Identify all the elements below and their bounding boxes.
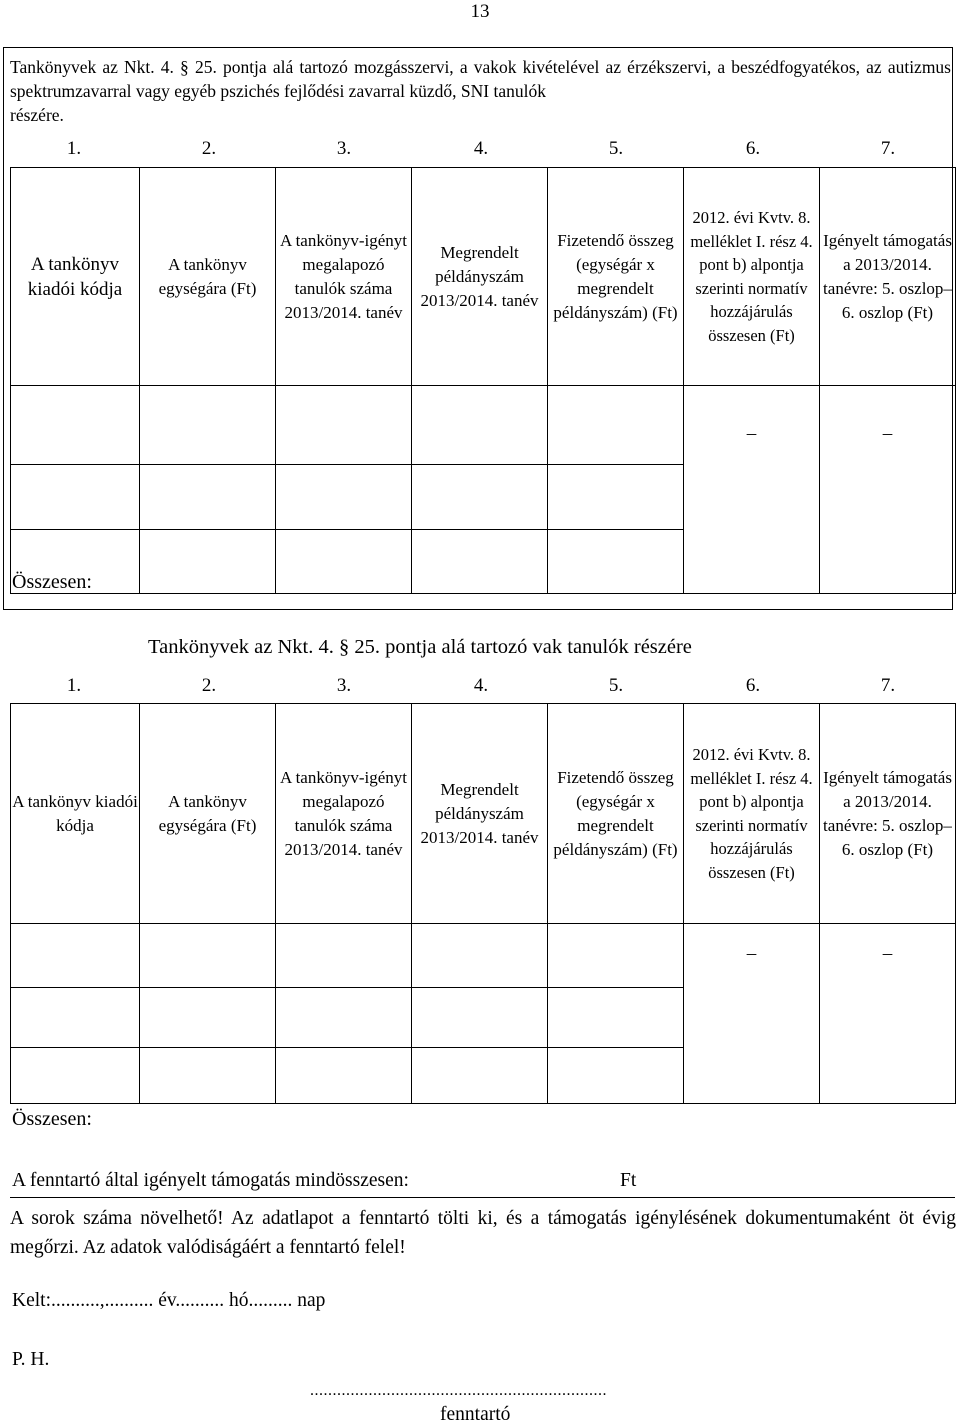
colnum-3: 3. — [336, 138, 352, 159]
table-cell[interactable] — [548, 1048, 684, 1104]
table-cell[interactable] — [412, 465, 548, 530]
header-unit-price: A tankönyv egységára (Ft) — [140, 704, 276, 924]
colnum-4: 4. — [473, 675, 489, 696]
colnum-2: 2. — [201, 675, 217, 696]
header-publisher-code: A tankönyv kiadói kódja — [11, 168, 140, 386]
table-cell[interactable] — [412, 1048, 548, 1104]
table-cell[interactable] — [548, 988, 684, 1048]
table-header-row — [11, 168, 956, 386]
header-requested-support: Igényelt támogatás a 2013/2014. tanévre: 5. oszlop–6. oszlop (Ft) — [820, 168, 956, 386]
dash-mark: – — [882, 943, 893, 964]
colnum-7: 7. — [880, 675, 896, 696]
table-row — [11, 924, 956, 988]
table-cell[interactable] — [412, 386, 548, 465]
table-cell[interactable] — [276, 988, 412, 1048]
colnum-6: 6. — [745, 138, 761, 159]
table-cell[interactable] — [276, 386, 412, 465]
table-cell[interactable] — [140, 988, 276, 1048]
table-cell[interactable] — [548, 924, 684, 988]
signer-label: fenntartó — [440, 1404, 511, 1425]
table-row — [11, 386, 956, 465]
colnum-4: 4. — [473, 138, 489, 159]
table-cell[interactable] — [548, 386, 684, 465]
header-ordered-copies: Megrendelt példányszám 2013/2014. tanév — [412, 704, 548, 924]
signature-line: .................................................................. — [310, 1382, 607, 1399]
table-header-row — [11, 704, 956, 924]
instructions-note: A sorok száma növelhető! Az adatlapot a fenntartó tölti ki, és a támogatás igénylésének dokumentumaként öt évig megőrzi. Az adatok valódiságáért a fenntartó felel! — [10, 1208, 956, 1258]
col6-dash-cell — [684, 386, 820, 594]
section2-column-numbers — [0, 675, 960, 701]
colnum-3: 3. — [336, 675, 352, 696]
stamp-placeholder: P. H. — [12, 1349, 50, 1370]
table-cell[interactable] — [140, 386, 276, 465]
colnum-5: 5. — [608, 675, 624, 696]
colnum-6: 6. — [745, 675, 761, 696]
table-cell[interactable] — [412, 530, 548, 594]
table-cell[interactable] — [140, 924, 276, 988]
table-cell[interactable] — [276, 465, 412, 530]
table-cell[interactable] — [140, 465, 276, 530]
colnum-5: 5. — [608, 138, 624, 159]
table-cell[interactable] — [412, 988, 548, 1048]
header-normative-contribution: 2012. évi Kvtv. 8. melléklet I. rész 4. pont b) alpontja szerinti normatív hozzájárulás összesen (Ft) — [684, 168, 820, 386]
table-cell[interactable] — [548, 465, 684, 530]
table-cell[interactable] — [548, 530, 684, 594]
table-cell[interactable] — [11, 465, 140, 530]
table-cell[interactable] — [412, 924, 548, 988]
table-cell[interactable] — [11, 924, 140, 988]
section1-intro-end: részére. — [10, 105, 64, 125]
section1-column-numbers — [0, 138, 960, 164]
header-amount-payable: Fizetendő összeg (egységár x megrendelt példányszám) (Ft) — [548, 168, 684, 386]
header-normative-contribution: 2012. évi Kvtv. 8. melléklet I. rész 4. pont b) alpontja szerinti normatív hozzájárulás összesen (Ft) — [684, 704, 820, 924]
dash-mark: – — [882, 423, 893, 444]
table-cell[interactable] — [11, 988, 140, 1048]
header-student-count: A tankönyv-igényt megalapozó tanulók száma 2013/2014. tanév — [276, 704, 412, 924]
table-cell[interactable] — [11, 1048, 140, 1104]
section1-intro: Tankönyvek az Nkt. 4. § 25. pontja alá tartozó mozgásszervi, a vakok kivételével az érzékszervi, a beszédfogyatékos, az autizmus spektrumzavarral vagy egyéb pszichés fejlődési zavarral küzdő, SNI tanulók — [10, 57, 951, 101]
section1-table — [10, 167, 956, 594]
header-student-count: A tankönyv-igényt megalapozó tanulók száma 2013/2014. tanév — [276, 168, 412, 386]
table-cell[interactable] — [140, 530, 276, 594]
table-cell[interactable] — [11, 386, 140, 465]
grand-total-label: A fenntartó által igényelt támogatás mindösszesen: — [12, 1170, 409, 1191]
header-amount-payable: Fizetendő összeg (egységár x megrendelt példányszám) (Ft) — [548, 704, 684, 924]
table-cell[interactable] — [276, 1048, 412, 1104]
dash-mark: – — [746, 943, 757, 964]
table-cell[interactable] — [276, 924, 412, 988]
divider — [10, 1197, 955, 1198]
table-cell[interactable] — [140, 1048, 276, 1104]
dash-mark: – — [746, 423, 757, 444]
colnum-1: 1. — [66, 138, 82, 159]
colnum-1: 1. — [66, 675, 82, 696]
col7-dash-cell — [820, 924, 956, 1104]
header-requested-support: Igényelt támogatás a 2013/2014. tanévre: 5. oszlop–6. oszlop (Ft) — [820, 704, 956, 924]
colnum-2: 2. — [201, 138, 217, 159]
col7-dash-cell — [820, 386, 956, 594]
table-cell[interactable] — [276, 530, 412, 594]
section2-title: Tankönyvek az Nkt. 4. § 25. pontja alá tartozó vak tanulók részére — [148, 636, 692, 658]
colnum-7: 7. — [880, 138, 896, 159]
col6-dash-cell — [684, 924, 820, 1104]
section1-total-label: Összesen: — [12, 571, 92, 593]
section2-total-label: Összesen: — [12, 1108, 92, 1130]
page-number: 13 — [470, 1, 490, 22]
header-ordered-copies: Megrendelt példányszám 2013/2014. tanév — [412, 168, 548, 386]
header-publisher-code: A tankönyv kiadói kódja — [11, 704, 140, 924]
grand-total-unit: Ft — [620, 1170, 637, 1191]
date-line: Kelt:..........,.......... év.......... hó......... nap — [12, 1290, 326, 1311]
section2-table — [10, 703, 956, 1104]
header-unit-price: A tankönyv egységára (Ft) — [140, 168, 276, 386]
